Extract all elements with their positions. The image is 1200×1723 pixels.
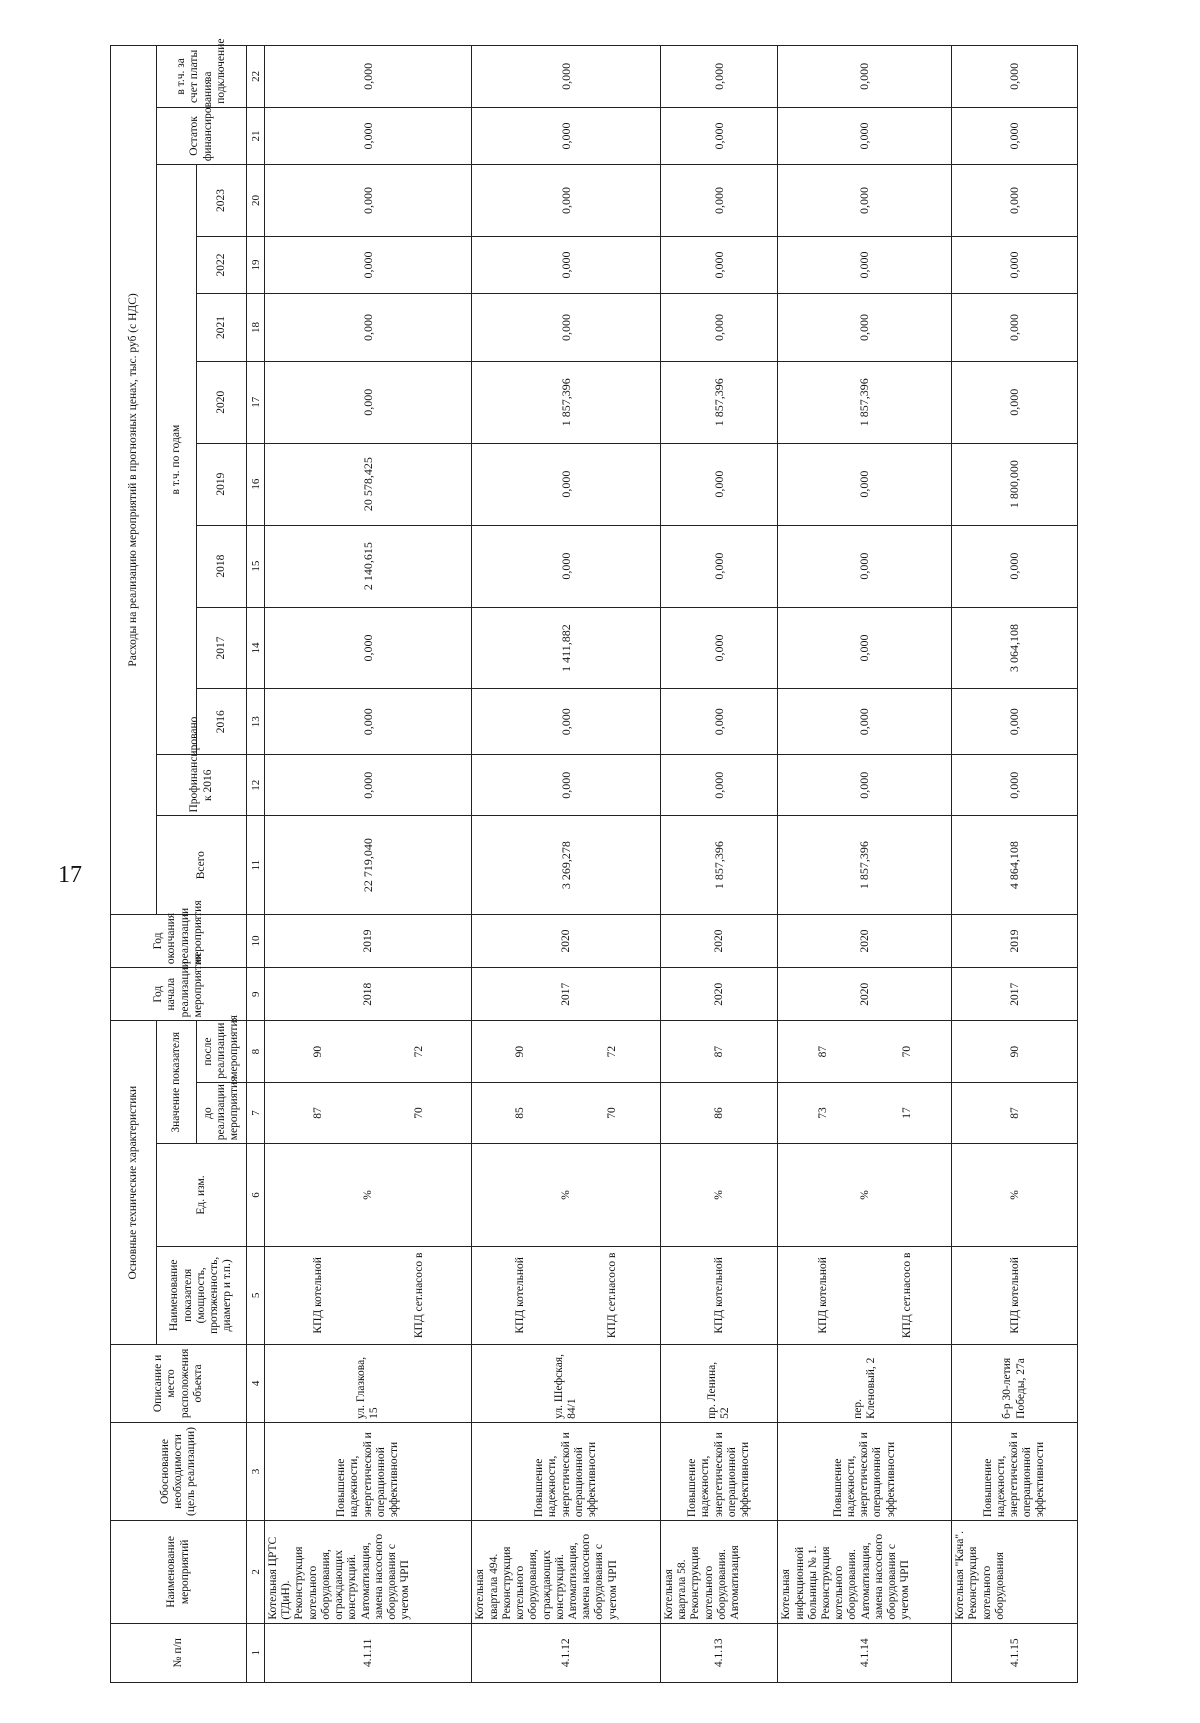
column-number: 9: [247, 968, 265, 1021]
location: ул. Шефская, 84/1: [472, 1345, 661, 1423]
justification: Повышение надежности, энергетической и операционной эффективности: [778, 1422, 952, 1520]
end-year: 2020: [472, 914, 661, 967]
investment-table: [110, 38, 1078, 1683]
remainder: 0,000: [265, 107, 472, 164]
year-cost: 0,000: [472, 294, 661, 362]
end-year: 2020: [661, 914, 778, 967]
indicator-name-line: КПД котельной: [514, 1257, 527, 1334]
value-before-line: 85: [514, 1107, 527, 1119]
rotated-table-container: [110, 38, 1078, 1683]
value-before-line: 17: [901, 1107, 914, 1119]
year-cost: 0,000: [661, 165, 778, 237]
column-number: 10: [247, 914, 265, 967]
header-tech: Основные технические характеристики: [111, 1021, 157, 1345]
year-cost: 1 857,396: [472, 361, 661, 443]
year-cost: 0,000: [952, 689, 1078, 755]
header-start-year: Год начала реализации мероприятия: [111, 968, 247, 1021]
value-after-line: 70: [901, 1045, 914, 1058]
indicator-name-line: КПД котельной: [713, 1257, 726, 1334]
value-after: [661, 1021, 778, 1082]
value-after: [952, 1021, 1078, 1082]
justification: Повышение надежности, энергетической и операционной эффективности: [265, 1422, 472, 1520]
column-number: 1: [247, 1623, 265, 1682]
table-row: [472, 46, 661, 1683]
start-year: 2018: [265, 968, 472, 1021]
end-year: 2019: [265, 914, 472, 967]
year-cost: 0,000: [265, 236, 472, 293]
year-cost: 0,000: [661, 525, 778, 607]
unit: %: [952, 1144, 1078, 1246]
year-cost: 1 411,882: [472, 607, 661, 689]
header-name: Наименование мероприятий: [111, 1521, 247, 1623]
connection-fee: 0,000: [472, 46, 661, 108]
prefinanced: 0,000: [265, 755, 472, 816]
header-by-years: в т.ч. по годам: [157, 165, 197, 755]
year-cost: 1 857,396: [661, 361, 778, 443]
year-cost: 0,000: [778, 607, 952, 689]
row-number: 4.1.12: [472, 1623, 661, 1682]
column-number: 12: [247, 755, 265, 816]
year-cost: 0,000: [778, 689, 952, 755]
table-row: [778, 46, 952, 1683]
header-end-year: Год окончания реализации мероприятия: [111, 914, 247, 967]
header-indicator-value: Значение показателя: [157, 1021, 197, 1144]
year-cost: 0,000: [661, 443, 778, 525]
column-number: 8: [247, 1021, 265, 1082]
header-connection-fee: в т.ч. за счет платы за подключение: [157, 46, 247, 108]
year-cost: 0,000: [472, 525, 661, 607]
column-number: 7: [247, 1082, 265, 1143]
header-year-2021: 2021: [197, 294, 247, 362]
indicator-name: [778, 1246, 952, 1344]
header-location: Описание и место расположения объекта: [111, 1345, 247, 1423]
indicator-name-line: КПД котельной: [816, 1257, 829, 1334]
year-cost: 0,000: [952, 525, 1078, 607]
year-cost: 3 064,108: [952, 607, 1078, 689]
location: ул. Глазкова, 15: [265, 1345, 472, 1423]
column-number: 2: [247, 1521, 265, 1623]
column-number: 13: [247, 689, 265, 755]
indicator-name: [265, 1246, 472, 1344]
year-cost: 0,000: [265, 294, 472, 362]
value-before-line: 87: [311, 1107, 324, 1119]
row-number: 4.1.14: [778, 1623, 952, 1682]
column-number: 14: [247, 607, 265, 689]
value-after-line: 72: [606, 1045, 619, 1058]
header-year-2017: 2017: [197, 607, 247, 689]
prefinanced: 0,000: [661, 755, 778, 816]
measure-name: Котельная квартала 58. Реконструкция котельного оборудования. Автоматизация: [661, 1521, 778, 1623]
year-cost: 0,000: [661, 689, 778, 755]
start-year: 2017: [952, 968, 1078, 1021]
value-after-line: 87: [816, 1045, 829, 1058]
value-before: [661, 1082, 778, 1143]
value-before-line: 70: [412, 1107, 425, 1119]
row-number: 4.1.13: [661, 1623, 778, 1682]
header-year-2023: 2023: [197, 165, 247, 237]
year-cost: 0,000: [472, 236, 661, 293]
year-cost: 0,000: [778, 165, 952, 237]
measure-name: Котельная "Кача". Реконструкция котельного оборудования: [952, 1521, 1078, 1623]
row-number: 4.1.11: [265, 1623, 472, 1682]
year-cost: 2 140,615: [265, 525, 472, 607]
location: пр. Ленина, 52: [661, 1345, 778, 1423]
year-cost: 1 857,396: [778, 361, 952, 443]
header-before: до реализации мероприятия: [197, 1082, 247, 1143]
year-cost: 0,000: [265, 607, 472, 689]
unit: %: [265, 1144, 472, 1246]
location: б-р 30-летия Победы, 27а: [952, 1345, 1078, 1423]
connection-fee: 0,000: [778, 46, 952, 108]
year-cost: 0,000: [472, 165, 661, 237]
header-after: после реализации мероприятия: [197, 1021, 247, 1082]
year-cost: 0,000: [265, 361, 472, 443]
connection-fee: 0,000: [265, 46, 472, 108]
table-row: [952, 46, 1078, 1683]
year-cost: 0,000: [952, 294, 1078, 362]
location: пер. Кленовый, 2: [778, 1345, 952, 1423]
value-before: [952, 1082, 1078, 1143]
remainder: 0,000: [778, 107, 952, 164]
end-year: 2019: [952, 914, 1078, 967]
table-row: [661, 46, 778, 1683]
header-remainder: Остаток финансирования: [157, 107, 247, 164]
header-expenses: Расходы на реализацию мероприятий в прогнозных ценах, тыс. руб (с НДС): [111, 46, 157, 915]
header-year-2018: 2018: [197, 525, 247, 607]
value-after-line: 90: [514, 1045, 527, 1058]
value-after-line: 90: [311, 1045, 324, 1058]
start-year: 2017: [472, 968, 661, 1021]
year-cost: 0,000: [472, 689, 661, 755]
year-cost: 0,000: [265, 689, 472, 755]
measure-name: Котельная квартала 494. Реконструкция котельного оборудования, ограждающих конструкций. Автоматизация, замена насосного оборудования с учетом ЧРП: [472, 1521, 661, 1623]
header-no: № п/п: [111, 1623, 247, 1682]
measure-name: Котельная инфекционной больницы № 1. Реконструкция котельного оборудования. Автоматизация, замена насосного оборудования с учетом ЧРП: [778, 1521, 952, 1623]
header-unit: Ед. изм.: [157, 1144, 247, 1246]
header-prefinanced: Профинансировано к 2016: [157, 755, 247, 816]
year-cost: 0,000: [661, 607, 778, 689]
column-numbers-row: [247, 46, 265, 1683]
indicator-name-line: КПД сет.насосо в: [412, 1252, 425, 1339]
value-after: [778, 1021, 952, 1082]
year-cost: 0,000: [661, 236, 778, 293]
year-cost: 0,000: [778, 236, 952, 293]
justification: Повышение надежности, энергетической и операционной эффективности: [952, 1422, 1078, 1520]
remainder: 0,000: [952, 107, 1078, 164]
value-before-line: 87: [1008, 1107, 1021, 1119]
indicator-name-line: КПД сет.насосо в: [606, 1252, 619, 1339]
value-after-line: 90: [1008, 1045, 1021, 1058]
prefinanced: 0,000: [472, 755, 661, 816]
header-indicator-name: Наименование показателя (мощность, протяженность, диаметр и т.п.): [157, 1246, 247, 1344]
year-cost: 0,000: [778, 294, 952, 362]
year-cost: 0,000: [661, 294, 778, 362]
value-before-line: 86: [713, 1107, 726, 1119]
column-number: 21: [247, 107, 265, 164]
indicator-name-line: КПД котельной: [1008, 1257, 1021, 1334]
measure-name: Котельная ЦРТС (ТДиН). Реконструкция котельного оборудования, ограждающих конструкций. Автоматизация, замена насосного оборудования с учетом ЧРП: [265, 1521, 472, 1623]
column-number: 22: [247, 46, 265, 108]
start-year: 2020: [661, 968, 778, 1021]
total-cost: 4 864,108: [952, 816, 1078, 914]
value-before: [472, 1082, 661, 1143]
row-number: 4.1.15: [952, 1623, 1078, 1682]
year-cost: 0,000: [952, 236, 1078, 293]
column-number: 20: [247, 165, 265, 237]
header-year-2020: 2020: [197, 361, 247, 443]
page-number: 17: [58, 862, 82, 888]
indicator-name-line: КПД котельной: [311, 1257, 324, 1334]
value-after-line: 72: [412, 1045, 425, 1058]
value-before-line: 73: [816, 1107, 829, 1119]
total-cost: 3 269,278: [472, 816, 661, 914]
total-cost: 1 857,396: [661, 816, 778, 914]
total-cost: 1 857,396: [778, 816, 952, 914]
value-before-line: 70: [606, 1107, 619, 1119]
year-cost: 20 578,425: [265, 443, 472, 525]
header-justification: Обоснование необходимости (цель реализации): [111, 1422, 247, 1520]
indicator-name: [952, 1246, 1078, 1344]
header-year-2016: 2016: [197, 689, 247, 755]
unit: %: [661, 1144, 778, 1246]
justification: Повышение надежности, энергетической и операционной эффективности: [472, 1422, 661, 1520]
remainder: 0,000: [472, 107, 661, 164]
header-total: Всего: [157, 816, 247, 914]
header-year-2019: 2019: [197, 443, 247, 525]
total-cost: 22 719,040: [265, 816, 472, 914]
value-after: [265, 1021, 472, 1082]
value-before: [265, 1082, 472, 1143]
column-number: 6: [247, 1144, 265, 1246]
column-number: 3: [247, 1422, 265, 1520]
table-row: [265, 46, 472, 1683]
value-before: [778, 1082, 952, 1143]
column-number: 18: [247, 294, 265, 362]
remainder: 0,000: [661, 107, 778, 164]
connection-fee: 0,000: [661, 46, 778, 108]
justification: Повышение надежности, энергетической и операционной эффективности: [661, 1422, 778, 1520]
column-number: 5: [247, 1246, 265, 1344]
year-cost: 0,000: [778, 443, 952, 525]
unit: %: [472, 1144, 661, 1246]
connection-fee: 0,000: [952, 46, 1078, 108]
prefinanced: 0,000: [952, 755, 1078, 816]
column-number: 16: [247, 443, 265, 525]
year-cost: 0,000: [952, 361, 1078, 443]
column-number: 15: [247, 525, 265, 607]
year-cost: 0,000: [472, 443, 661, 525]
year-cost: 0,000: [778, 525, 952, 607]
year-cost: 0,000: [952, 165, 1078, 237]
value-after-line: 87: [713, 1045, 726, 1058]
indicator-name: [472, 1246, 661, 1344]
prefinanced: 0,000: [778, 755, 952, 816]
header-year-2022: 2022: [197, 236, 247, 293]
column-number: 4: [247, 1345, 265, 1423]
year-cost: 0,000: [265, 165, 472, 237]
start-year: 2020: [778, 968, 952, 1021]
value-after: [472, 1021, 661, 1082]
unit: %: [778, 1144, 952, 1246]
indicator-name-line: КПД сет.насосо в: [901, 1252, 914, 1339]
column-number: 11: [247, 816, 265, 914]
column-number: 19: [247, 236, 265, 293]
column-number: 17: [247, 361, 265, 443]
end-year: 2020: [778, 914, 952, 967]
indicator-name: [661, 1246, 778, 1344]
table-body: [265, 46, 1078, 1683]
year-cost: 1 800,000: [952, 443, 1078, 525]
